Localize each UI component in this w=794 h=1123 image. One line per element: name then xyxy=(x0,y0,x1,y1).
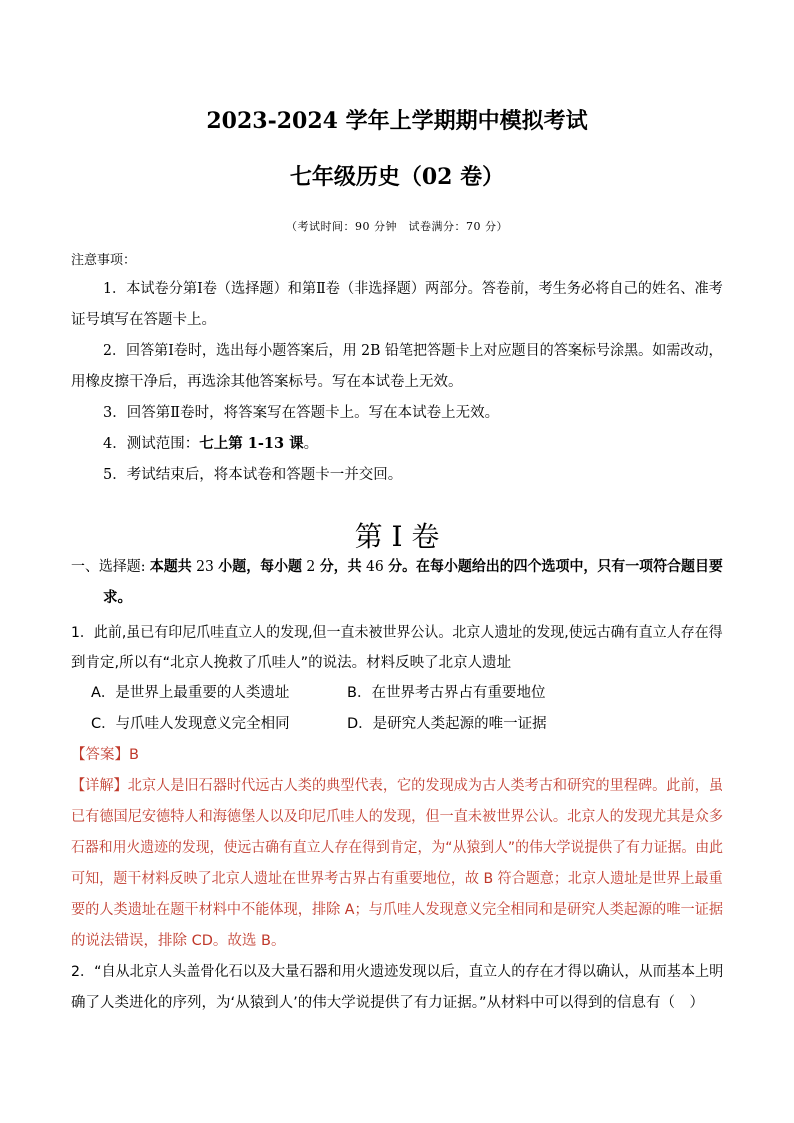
section-intro-count: 23 xyxy=(191,559,219,575)
q1-detail-line-6: 的说法错误，排除 CD。故选 B。 xyxy=(71,933,286,949)
section-intro-part-1: 本题共 xyxy=(149,558,192,575)
section-intro-line-1 xyxy=(71,552,723,582)
section-title: 第 I 卷 xyxy=(354,520,440,553)
q1-detail-line-4: 可知，题干材料反映了北京人遗址在世界考古界占有重要地位，故 B 符合题意；北京人遗址是世界上最重 xyxy=(71,871,723,887)
notice-item-1-line-1: 1．本试卷分第Ⅰ卷（选择题）和第Ⅱ卷（非选择题）两部分。答卷前，考生务必将自己的姓名、准考 xyxy=(103,281,723,297)
section-intro-line-2: 求。 xyxy=(103,589,132,606)
exam-title: 2023-2024 学年上学期期中模拟考试 xyxy=(206,108,588,134)
q1-option-c: C．与爪哇人发现意义完全相同 xyxy=(91,716,290,732)
exam-info: （考试时间：90 分钟 试卷满分：70 分） xyxy=(286,220,508,233)
q1-option-b: B．在世界考古界占有重要地位 xyxy=(347,685,546,701)
q1-detail-line-3: 石器和用火遗迹的发现，使远古确有直立人存在得到肯定，为“从猿到人”的伟大学说提供了有力证据。由此 xyxy=(71,840,724,856)
notice-item-2-line-1: 2．回答第Ⅰ卷时，选出每小题答案后，用 2B 铅笔把答题卡上对应题目的答案标号涂黑。如需改动， xyxy=(103,343,723,359)
notice-item-4-prefix: 4．测试范围： xyxy=(103,436,200,452)
q1-option-a: A．是世界上最重要的人类遗址 xyxy=(91,685,290,701)
notice-item-2-line-2: 用橡皮擦干净后，再选涂其他答案标号。写在本试卷上无效。 xyxy=(71,374,463,390)
notice-heading: 注意事项： xyxy=(71,253,137,268)
q1-option-d: D．是研究人类起源的唯一证据 xyxy=(347,716,547,732)
notice-item-3: 3．回答第Ⅱ卷时，将答案写在答题卡上。写在本试卷上无效。 xyxy=(103,405,500,421)
section-intro-prefix: 一、选择题: xyxy=(71,559,150,575)
q1-detail-text-1: 北京人是旧石器时代远古人类的典型代表，它的发现成为古人类考古和研究的里程碑。此前，虽 xyxy=(127,778,723,794)
exam-subtitle: 七年级历史（02 卷） xyxy=(289,164,505,190)
q1-stem-line-2: 到肯定,所以有“北京人挽救了爪哇人”的说法。材料反映了北京人遗址 xyxy=(71,655,512,671)
section-intro-part-3: 分，共 xyxy=(319,558,362,575)
section-intro-part-2: 小题，每小题 xyxy=(218,558,302,575)
q1-stem-line-1: 1．此前,虽已有印尼爪哇直立人的发现,但一直未被世界公认。北京人遗址的发现,使远古确有直立人存在得 xyxy=(71,625,723,641)
q2-stem-line-1: 2．“自从北京人头盖骨化石以及大量石器和用火遗迹发现以后，直立人的存在才得以确认，从而基本上明 xyxy=(71,964,724,980)
q1-answer-value: B xyxy=(129,747,139,763)
notice-item-4-suffix: 。 xyxy=(303,436,319,452)
q1-answer-tag: 【答案】 xyxy=(71,747,129,763)
notice-item-5: 5．考试结束后，将本试卷和答题卡一并交回。 xyxy=(103,467,403,483)
section-intro-points-each: 2 xyxy=(301,559,320,575)
section-intro-total: 46 xyxy=(361,559,389,575)
q2-stem-line-2: 确了人类进化的序列，为‘从猿到人’的伟大学说提供了有力证据。”从材料中可以得到的信息有（ ） xyxy=(71,995,704,1011)
q1-answer xyxy=(71,740,139,770)
q1-detail-tag: 【详解】 xyxy=(71,778,128,794)
notice-item-1-line-2: 证号填写在答题卡上。 xyxy=(71,312,216,328)
q1-detail-line-2: 已有德国尼安德特人和海德堡人以及印尼爪哇人的发现，但一直未被世界公认。北京人的发现尤其是众多 xyxy=(71,809,723,825)
q1-detail-line-1 xyxy=(71,771,723,801)
notice-item-4 xyxy=(103,429,318,459)
q1-detail-line-5: 要的人类遗址在题干材料中不能体现，排除 A；与爪哇人发现意义完全相同和是研究人类起源的唯一证据 xyxy=(71,902,724,918)
section-intro-part-4: 分。在每小题给出的四个选项中，只有一项符合题目要 xyxy=(388,558,723,575)
notice-item-4-range: 七上第 1-13 课 xyxy=(199,435,304,452)
